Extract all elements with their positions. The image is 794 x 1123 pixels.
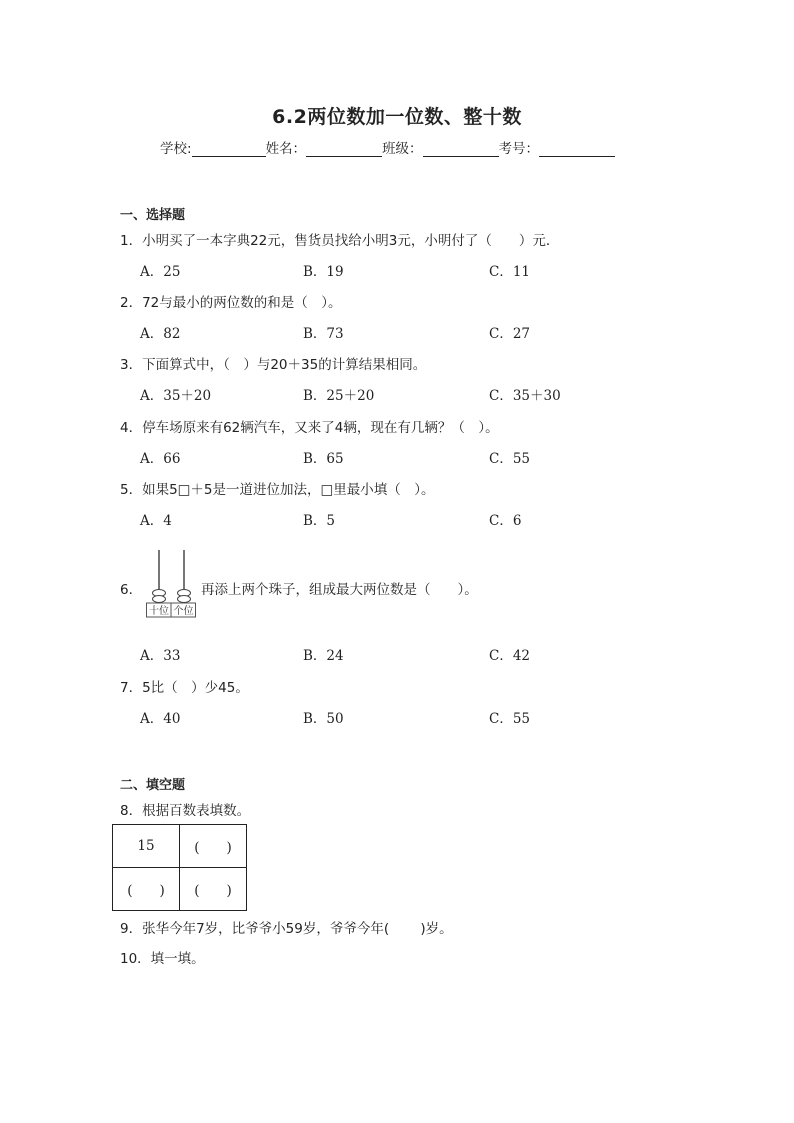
q6-option-b[interactable]: B．24 [303, 648, 344, 664]
q4-option-c[interactable]: C．55 [489, 451, 531, 467]
question-4: 4．停车场原来有62辆汽车，又来了4辆，现在有几辆？（ ）。 [120, 420, 499, 436]
name-blank[interactable] [306, 140, 382, 157]
school-blank[interactable] [192, 140, 266, 157]
q2-option-a[interactable]: A．82 [140, 326, 181, 342]
school-label: 学校: [160, 141, 192, 157]
q1-option-c[interactable]: C．11 [489, 264, 531, 280]
q5-option-b[interactable]: B．5 [303, 513, 336, 529]
q4-option-b[interactable]: B．65 [303, 451, 344, 467]
student-info-line [160, 137, 615, 157]
class-blank[interactable] [423, 140, 499, 157]
question-6-number: 6． [120, 582, 143, 598]
page-title: 6.2两位数加一位数、整十数 [272, 106, 522, 128]
question-3: 3．下面算式中，（ ）与20＋35的计算结果相同。 [120, 357, 427, 373]
section-heading-choice: 一、选择题 [120, 208, 186, 223]
q7-option-b[interactable]: B．50 [303, 711, 344, 727]
table-cell: 15 [113, 825, 180, 868]
q3-option-c[interactable]: C．35＋30 [489, 388, 561, 404]
abacus-bead-ones-2 [178, 596, 191, 603]
table-row [113, 825, 247, 868]
abacus-image [146, 548, 196, 618]
table-cell-blank[interactable]: ( ) [180, 868, 247, 911]
q4-option-a[interactable]: A．66 [140, 451, 181, 467]
hundred-chart-table [112, 824, 247, 911]
question-6: 再添上两个珠子，组成最大两位数是（ ）。 [201, 582, 478, 598]
name-label: 姓名： [265, 141, 307, 157]
q6-option-c[interactable]: C．42 [489, 648, 531, 664]
q1-option-b[interactable]: B．19 [303, 264, 344, 280]
q7-option-a[interactable]: A．40 [140, 711, 181, 727]
q5-option-a[interactable]: A．4 [140, 513, 172, 529]
question-2: 2．72与最小的两位数的和是（ ）。 [120, 295, 342, 311]
q5-option-c[interactable]: C．6 [489, 513, 522, 529]
abacus-ones-label: 个位 [173, 606, 194, 617]
exam-number-blank[interactable] [539, 140, 615, 157]
abacus-bead-tens-2 [153, 596, 166, 603]
q3-option-a[interactable]: A．35＋20 [140, 388, 212, 404]
table-cell-blank[interactable]: ( ) [113, 868, 180, 911]
question-10: 10．填一填。 [120, 951, 205, 967]
question-5: 5．如果5□＋5是一道进位加法，□里最小填（ ）。 [120, 482, 435, 498]
question-7: 7．5比（ ）少45。 [120, 680, 249, 696]
abacus-tens-label: 十位 [149, 606, 169, 617]
section-heading-fill: 二、填空题 [120, 778, 186, 793]
exam-number-label: 考号： [498, 141, 540, 157]
table-row [113, 868, 247, 911]
class-label: 班级： [382, 141, 423, 157]
question-9: 9．张华今年7岁，比爷爷小59岁，爷爷今年( )岁。 [120, 921, 453, 937]
table-cell-blank[interactable]: ( ) [180, 825, 247, 868]
q2-option-b[interactable]: B．73 [303, 326, 344, 342]
q1-option-a[interactable]: A．25 [140, 264, 181, 280]
q2-option-c[interactable]: C．27 [489, 326, 531, 342]
question-8: 8．根据百数表填数。 [120, 803, 251, 819]
question-1: 1．小明买了一本字典22元，售货员找给小明3元，小明付了（ ）元． [120, 233, 560, 249]
q7-option-c[interactable]: C．55 [489, 711, 531, 727]
q6-option-a[interactable]: A．33 [140, 648, 181, 664]
q3-option-b[interactable]: B．25＋20 [303, 388, 375, 404]
